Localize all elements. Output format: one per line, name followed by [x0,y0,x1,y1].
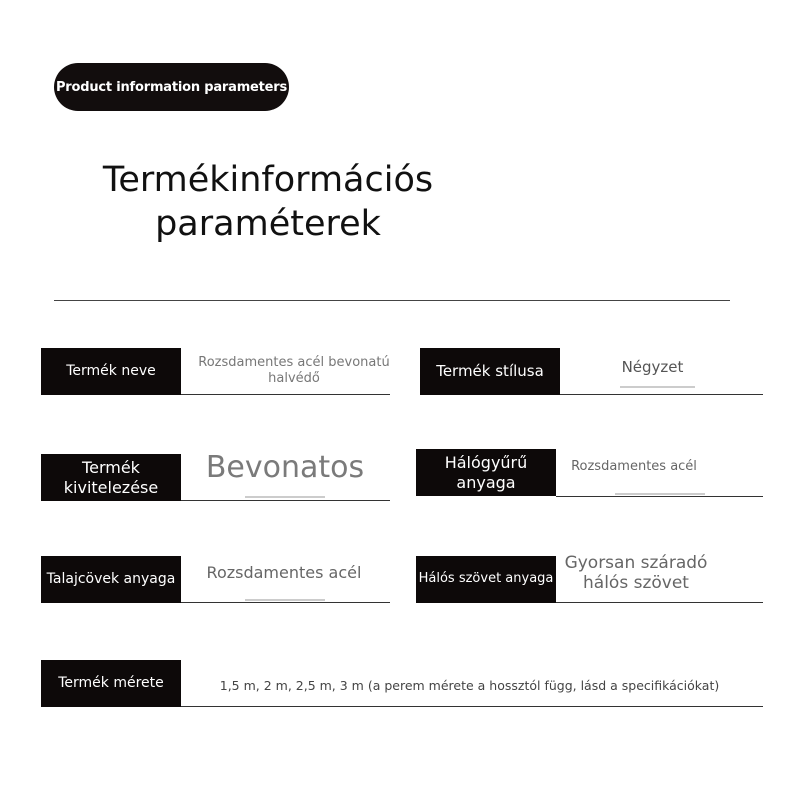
label-product-name: Termék neve [41,348,181,395]
header-pill: Product information parameters [54,63,289,111]
value-mesh-material: Gyorsan száradó hálós szövet [564,552,708,593]
row-rule [556,496,763,497]
row-rule [181,706,763,707]
value-product-size: 1,5 m, 2 m, 2,5 m, 3 m (a perem mérete a hossztól függ, lásd a specifikációkat) [219,677,720,693]
label-product-finish: Termék kivitelezése [41,454,181,501]
label-product-size: Termék mérete [41,660,181,707]
value-underline [615,493,705,495]
value-underline [245,496,325,498]
row-rule [560,394,763,395]
title-line-1: Termékinformációs [102,160,434,200]
value-underline [245,599,325,601]
row-rule [181,602,390,603]
value-product-name: Rozsdamentes acél bevonatú halvédő [198,355,390,386]
label-ring-material: Hálógyűrű anyaga [416,449,556,496]
label-mesh-material: Hálós szövet anyaga [416,556,556,603]
label-stake-material: Talajcövek anyaga [41,556,181,603]
label-product-style: Termék stílusa [420,348,560,395]
title-divider [54,300,730,301]
title-line-2: paraméterek [155,204,381,244]
value-stake-material: Rozsdamentes acél [206,563,362,583]
value-ring-material: Rozsdamentes acél [571,459,697,475]
page-title [48,158,488,246]
value-product-finish: Bevonatos [205,450,365,485]
row-rule [556,602,763,603]
row-rule [181,394,390,395]
value-underline [620,386,695,388]
row-rule [181,500,390,501]
value-product-style: Négyzet [621,358,684,376]
